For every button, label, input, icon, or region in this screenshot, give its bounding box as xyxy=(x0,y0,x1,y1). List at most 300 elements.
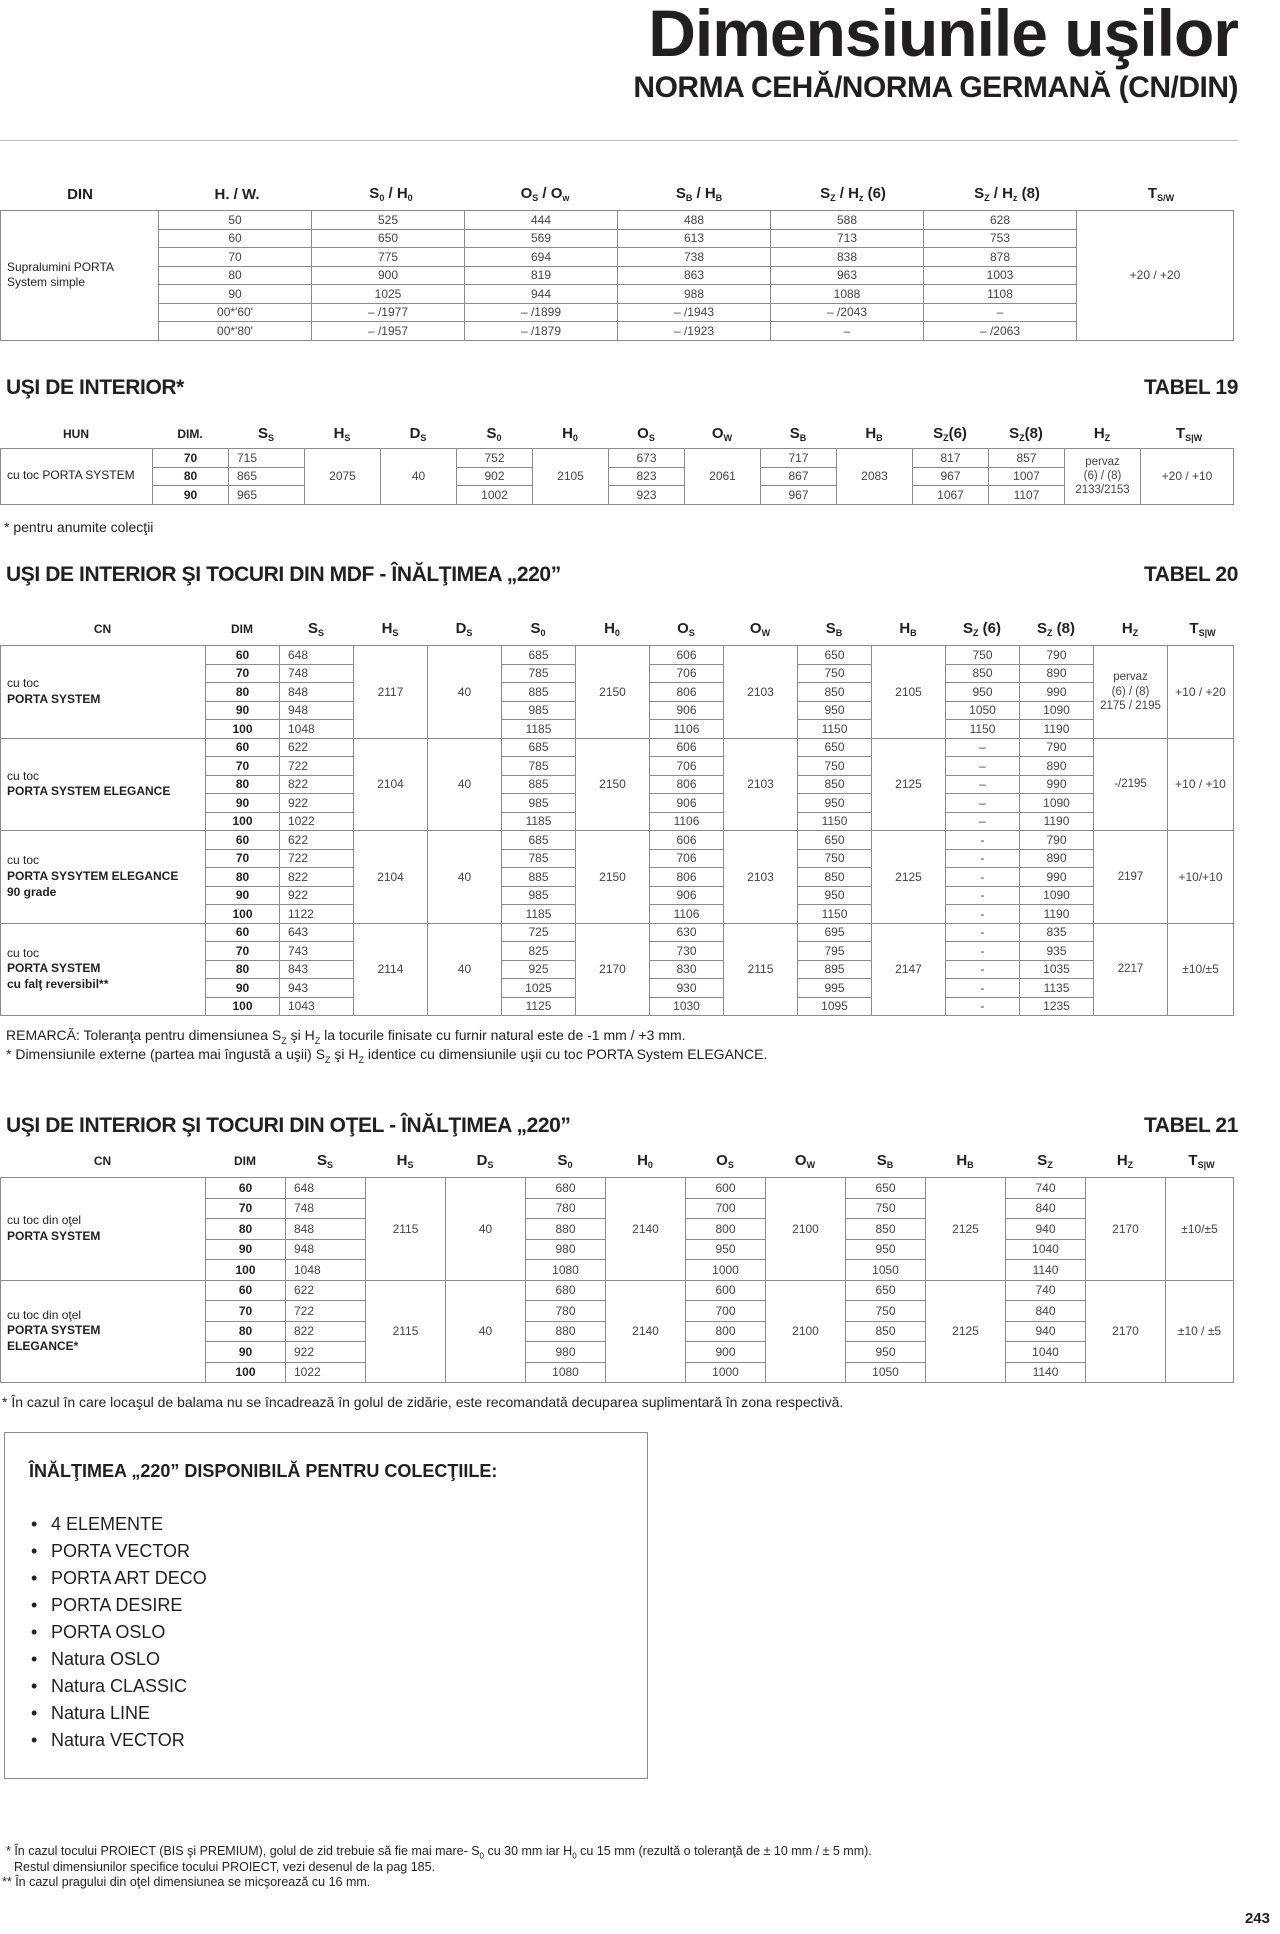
cell: - xyxy=(946,979,1020,998)
cell: 822 xyxy=(280,868,354,887)
collections-title: ÎNĂLŢIMEA „220” DISPONIBILĂ PENTRU COLECŢIILE: xyxy=(29,1461,498,1481)
cell: 648 xyxy=(280,646,354,665)
cell: 906 xyxy=(650,794,724,813)
dim-cell: 90 xyxy=(206,701,280,720)
hs-cell: 2114 xyxy=(354,923,428,1016)
dim-cell: 60 xyxy=(206,646,280,665)
cell: 750 xyxy=(946,646,1020,665)
ow-cell: 2100 xyxy=(766,1178,846,1281)
cell: 740 xyxy=(1006,1280,1086,1301)
cell: 900 xyxy=(312,266,465,285)
cell: 00*'80' xyxy=(159,322,312,341)
cell: 1150 xyxy=(798,720,872,739)
cell: 743 xyxy=(280,942,354,961)
cell: - xyxy=(946,942,1020,961)
cell: 822 xyxy=(286,1321,366,1342)
cell: 822 xyxy=(280,775,354,794)
section-title-21: UŞI DE INTERIOR ŞI TOCURI DIN OŢEL - ÎNĂLŢIMEA „220” xyxy=(6,1114,571,1137)
cell: 950 xyxy=(798,701,872,720)
cell: 650 xyxy=(798,831,872,850)
cell: 900 xyxy=(686,1342,766,1363)
cell: 830 xyxy=(650,960,724,979)
cell: 722 xyxy=(286,1301,366,1322)
cell: - xyxy=(946,886,1020,905)
cell: 1000 xyxy=(686,1260,766,1281)
tolerance-cell: +20 / +10 xyxy=(1141,449,1234,505)
cell: 1043 xyxy=(280,997,354,1016)
h0-cell: 2140 xyxy=(606,1280,686,1383)
table-row xyxy=(1,738,1234,757)
cell: 738 xyxy=(618,248,771,267)
table-row xyxy=(1,646,1234,665)
remark-external: * Dimensiunile externe (partea mai îngustă a uşii) $S_Z$ şi $H_Z$ identice cu dimensiunile uşii cu toc PORTA System ELEGANCE. xyxy=(6,1046,768,1065)
dim-cell: 90 xyxy=(206,1342,286,1363)
cell: – /2043 xyxy=(771,303,924,322)
cell: 750 xyxy=(846,1198,926,1219)
footnote-prag: ** În cazul pragului din oţel dimensiunea se micşorează cu 16 mm. xyxy=(2,1875,371,1889)
tolerance-cell: +20 / +20 xyxy=(1077,211,1234,341)
row-label: cu toc PORTA SYSTEM ELEGANCE xyxy=(1,738,206,831)
cell: 935 xyxy=(1020,942,1094,961)
ow-cell: 2100 xyxy=(766,1280,846,1383)
cell: 648 xyxy=(286,1178,366,1199)
row-label: cu toc din oţel PORTA SYSTEM xyxy=(1,1178,206,1281)
cell: 806 xyxy=(650,775,724,794)
tabel-19-label: TABEL 19 xyxy=(1143,376,1238,399)
cell: 00*'60' xyxy=(159,303,312,322)
hb-cell: 2125 xyxy=(872,738,946,831)
hs-cell: 2115 xyxy=(366,1178,446,1281)
cell: 890 xyxy=(1020,849,1094,868)
h0-cell: 2170 xyxy=(576,923,650,1016)
cell: 890 xyxy=(1020,664,1094,683)
footnote-proiect: * În cazul tocului PROIECT (BIS şi PREMIUM), golul de zid trebuie să fie mai mare- $S_0$ cu 30 mm iar $H_0$ cu 15 mm (rezultă o toleranţă de ± 10 mm / ± 5 mm). xyxy=(6,1844,872,1861)
cell: 444 xyxy=(465,211,618,230)
cell: 717 xyxy=(761,449,837,468)
dim-cell: 100 xyxy=(206,1362,286,1383)
cell: 1050 xyxy=(946,701,1020,720)
cell: – /1879 xyxy=(465,322,618,341)
table-row xyxy=(1,831,1234,850)
cell: 750 xyxy=(798,757,872,776)
cell: 806 xyxy=(650,683,724,702)
tolerance-cell: ±10/±5 xyxy=(1166,1178,1234,1281)
footnote-proiect-drawing: Restul dimensiunilor specifice tocului PROIECT, vezi desenul de la pag 185. xyxy=(14,1860,436,1874)
dim-cell: 70 xyxy=(206,1198,286,1219)
cell: 948 xyxy=(280,701,354,720)
cell: 600 xyxy=(686,1280,766,1301)
table-row xyxy=(1,923,1234,942)
section-title-20: UŞI DE INTERIOR ŞI TOCURI DIN MDF - ÎNĂLŢIMEA „220” xyxy=(6,563,561,586)
cell: 1048 xyxy=(280,720,354,739)
dim-cell: 80 xyxy=(153,467,229,486)
cell: 700 xyxy=(686,1198,766,1219)
cell: 922 xyxy=(280,886,354,905)
cell: 930 xyxy=(650,979,724,998)
cell: 569 xyxy=(465,229,618,248)
table-row xyxy=(1,285,1234,304)
cell: 948 xyxy=(286,1239,366,1260)
cell: 867 xyxy=(761,467,837,486)
cell: 965 xyxy=(229,486,305,505)
cell: 878 xyxy=(924,248,1077,267)
dim-cell: 80 xyxy=(206,1219,286,1240)
cell: 650 xyxy=(846,1178,926,1199)
cell: 1106 xyxy=(650,720,724,739)
cell: 925 xyxy=(502,960,576,979)
hz-cell: 2170 xyxy=(1086,1280,1166,1383)
hb-cell: 2125 xyxy=(872,831,946,924)
h0-cell: 2140 xyxy=(606,1178,686,1281)
cell: 695 xyxy=(798,923,872,942)
cell: 1050 xyxy=(846,1260,926,1281)
cell: 950 xyxy=(798,886,872,905)
hs-cell: 2117 xyxy=(354,646,428,739)
collection-item: • 4 ELEMENTE xyxy=(31,1511,207,1538)
cell: - xyxy=(946,997,1020,1016)
cell: 825 xyxy=(502,942,576,961)
cell: – /1957 xyxy=(312,322,465,341)
cell: 706 xyxy=(650,849,724,868)
cell: 1185 xyxy=(502,812,576,831)
cell: 823 xyxy=(609,467,685,486)
divider xyxy=(0,140,1238,141)
table-row xyxy=(1,467,1234,486)
cell: 865 xyxy=(229,467,305,486)
cell: 850 xyxy=(846,1219,926,1240)
cell: 722 xyxy=(280,849,354,868)
cell: 1090 xyxy=(1020,701,1094,720)
cell: 985 xyxy=(502,794,576,813)
col-din: DIN xyxy=(67,185,93,203)
cell: 940 xyxy=(1006,1321,1086,1342)
cell: - xyxy=(946,905,1020,924)
dim-cell: 70 xyxy=(206,757,280,776)
cell: 673 xyxy=(609,449,685,468)
cell: – xyxy=(946,775,1020,794)
ds-cell: 40 xyxy=(446,1178,526,1281)
cell: 1090 xyxy=(1020,886,1094,905)
cell: 722 xyxy=(280,757,354,776)
cell: 1140 xyxy=(1006,1362,1086,1383)
cell: 622 xyxy=(286,1280,366,1301)
dim-cell: 90 xyxy=(206,886,280,905)
cell: 817 xyxy=(913,449,989,468)
hb-cell: 2083 xyxy=(837,449,913,505)
dim-cell: 80 xyxy=(206,775,280,794)
tolerance-cell: ±10 / ±5 xyxy=(1166,1280,1234,1383)
table-din-header: DIN H. / W. $S_0 / H_0$ $O_S / O_w$ $S_B / H_B$ $S_Z / H_z$ (6) $S_Z / H_z$ (8) $T_{S/W}$ xyxy=(67,184,1175,203)
cell: 980 xyxy=(526,1342,606,1363)
ow-cell: 2103 xyxy=(724,831,798,924)
tolerance-cell: +10 / +10 xyxy=(1168,738,1234,831)
cell: 650 xyxy=(846,1280,926,1301)
cell: 622 xyxy=(280,738,354,757)
ds-cell: 40 xyxy=(428,831,502,924)
dim-cell: 60 xyxy=(206,738,280,757)
cell: 963 xyxy=(771,266,924,285)
cell: 880 xyxy=(526,1219,606,1240)
cell: 1007 xyxy=(989,467,1065,486)
cell: 819 xyxy=(465,266,618,285)
collection-item: • Natura VECTOR xyxy=(31,1727,207,1754)
cell: 750 xyxy=(798,664,872,683)
cell: 752 xyxy=(457,449,533,468)
dim-cell: 90 xyxy=(206,1239,286,1260)
cell: 700 xyxy=(686,1301,766,1322)
cell: 800 xyxy=(686,1321,766,1342)
dim-cell: 80 xyxy=(206,868,280,887)
cell: 1106 xyxy=(650,905,724,924)
cell: 775 xyxy=(312,248,465,267)
table-row xyxy=(1,1280,1234,1301)
cell: 1095 xyxy=(798,997,872,1016)
cell: 1002 xyxy=(457,486,533,505)
cell: 988 xyxy=(618,285,771,304)
cell: 790 xyxy=(1020,646,1094,665)
cell: – xyxy=(771,322,924,341)
hz-cell: pervaz (6) / (8) 2175 / 2195 xyxy=(1094,646,1168,739)
ds-cell: 40 xyxy=(428,738,502,831)
cell: 800 xyxy=(686,1219,766,1240)
cell: 1003 xyxy=(924,266,1077,285)
cell: 1108 xyxy=(924,285,1077,304)
cell: 715 xyxy=(229,449,305,468)
cell: 685 xyxy=(502,738,576,757)
cell: 680 xyxy=(526,1280,606,1301)
hs-cell: 2104 xyxy=(354,831,428,924)
cell: 1035 xyxy=(1020,960,1094,979)
cell: 985 xyxy=(502,886,576,905)
cell: 606 xyxy=(650,738,724,757)
cell: 885 xyxy=(502,775,576,794)
cell: 848 xyxy=(286,1219,366,1240)
cell: 785 xyxy=(502,757,576,776)
cell: 685 xyxy=(502,831,576,850)
cell: 1048 xyxy=(286,1260,366,1281)
hb-cell: 2125 xyxy=(926,1178,1006,1281)
cell: – xyxy=(946,738,1020,757)
cell: 588 xyxy=(771,211,924,230)
cell: 600 xyxy=(686,1178,766,1199)
dim-cell: 80 xyxy=(206,960,280,979)
hb-cell: 2105 xyxy=(872,646,946,739)
row-label: cu toc PORTA SYSTEM xyxy=(1,646,206,739)
table-20-header: CN DIM $S_S$ $H_S$ $D_S$ $S_0$ $H_0$ $O_S$ $O_W$ $S_B$ $H_B$ $S_Z$ (6) $S_Z$ (8) $H_Z$ $T_{S|W}$ xyxy=(93,619,1216,638)
cell: 730 xyxy=(650,942,724,961)
cell: 990 xyxy=(1020,683,1094,702)
hs-cell: 2075 xyxy=(305,449,381,505)
cell: 1190 xyxy=(1020,905,1094,924)
dim-cell: 70 xyxy=(206,849,280,868)
dim-cell: 70 xyxy=(206,664,280,683)
table-row xyxy=(1,211,1234,230)
cell: 967 xyxy=(761,486,837,505)
cell: 706 xyxy=(650,757,724,776)
cell: 90 xyxy=(159,285,312,304)
cell: 850 xyxy=(798,775,872,794)
note-21: * În cazul în care locaşul de balama nu se încadrează în golul de zidărie, este recomandată decuparea suplimentară în zona respectivă. xyxy=(2,1394,844,1410)
ds-cell: 40 xyxy=(446,1280,526,1383)
dim-cell: 100 xyxy=(206,905,280,924)
page-subtitle: NORMA CEHĂ/NORMA GERMANĂ (CN/DIN) xyxy=(633,71,1238,104)
cell: 488 xyxy=(618,211,771,230)
collections-list xyxy=(31,1511,207,1754)
cell: 1022 xyxy=(286,1362,366,1383)
cell: 525 xyxy=(312,211,465,230)
row-label: Supralumini PORTA System simple xyxy=(1,211,159,341)
cell: – /1943 xyxy=(618,303,771,322)
h0-cell: 2150 xyxy=(576,831,650,924)
cell: 740 xyxy=(1006,1178,1086,1199)
cell: 843 xyxy=(280,960,354,979)
cell: 1135 xyxy=(1020,979,1094,998)
collection-item: • Natura CLASSIC xyxy=(31,1673,207,1700)
cell: 1122 xyxy=(280,905,354,924)
cell: 606 xyxy=(650,646,724,665)
collections-box xyxy=(4,1432,648,1779)
row-label: cu toc PORTA SYSYTEM ELEGANCE 90 grade xyxy=(1,831,206,924)
h0-cell: 2105 xyxy=(533,449,609,505)
cell: 1150 xyxy=(798,812,872,831)
ds-cell: 40 xyxy=(428,646,502,739)
table-20 xyxy=(0,645,1234,1016)
cell: 923 xyxy=(609,486,685,505)
cell: 885 xyxy=(502,868,576,887)
dim-cell: 100 xyxy=(206,1260,286,1281)
tolerance-cell: +10 / +20 xyxy=(1168,646,1234,739)
cell: 922 xyxy=(286,1342,366,1363)
cell: 748 xyxy=(280,664,354,683)
cell: 630 xyxy=(650,923,724,942)
cell: 790 xyxy=(1020,831,1094,850)
cell: 895 xyxy=(798,960,872,979)
dim-cell: 90 xyxy=(153,486,229,505)
cell: 706 xyxy=(650,664,724,683)
col-hw: H. / W. xyxy=(214,185,260,203)
hz-cell: 2197 xyxy=(1094,831,1168,924)
dim-cell: 70 xyxy=(206,1301,286,1322)
cell: - xyxy=(946,849,1020,868)
cell: – /1977 xyxy=(312,303,465,322)
cell: 1106 xyxy=(650,812,724,831)
dim-cell: 70 xyxy=(153,449,229,468)
table-row xyxy=(1,322,1234,341)
cell: 850 xyxy=(798,868,872,887)
cell: 750 xyxy=(798,849,872,868)
row-label: cu toc PORTA SYSTEM cu falţ reversibil** xyxy=(1,923,206,1016)
cell: 990 xyxy=(1020,868,1094,887)
cell: 806 xyxy=(650,868,724,887)
table-21 xyxy=(0,1177,1234,1383)
cell: 1040 xyxy=(1006,1342,1086,1363)
cell: - xyxy=(946,923,1020,942)
section-title-19: UŞI DE INTERIOR* xyxy=(6,376,184,399)
cell: 80 xyxy=(159,266,312,285)
cell: 70 xyxy=(159,248,312,267)
cell: 906 xyxy=(650,886,724,905)
cell: 1080 xyxy=(526,1362,606,1383)
cell: 967 xyxy=(913,467,989,486)
hz-cell: -/2195 xyxy=(1094,738,1168,831)
cell: 950 xyxy=(798,794,872,813)
cell: 990 xyxy=(1020,775,1094,794)
cell: 780 xyxy=(526,1198,606,1219)
ds-cell: 40 xyxy=(381,449,457,505)
cell: 650 xyxy=(798,646,872,665)
table-row xyxy=(1,229,1234,248)
cell: 850 xyxy=(798,683,872,702)
cell: - xyxy=(946,960,1020,979)
cell: 980 xyxy=(526,1239,606,1260)
cell: 1000 xyxy=(686,1362,766,1383)
hz-cell: pervaz (6) / (8) 2133/2153 xyxy=(1065,449,1141,505)
cell: 650 xyxy=(312,229,465,248)
page-title: Dimensiunile uşilor xyxy=(648,0,1238,70)
cell: – /1899 xyxy=(465,303,618,322)
table-row xyxy=(1,1178,1234,1199)
cell: 606 xyxy=(650,831,724,850)
collection-item: • PORTA OSLO xyxy=(31,1619,207,1646)
cell: 1030 xyxy=(650,997,724,1016)
cell: 940 xyxy=(1006,1219,1086,1240)
collection-item: • PORTA ART DECO xyxy=(31,1565,207,1592)
cell: 785 xyxy=(502,849,576,868)
ow-cell: 2061 xyxy=(685,449,761,505)
cell: 680 xyxy=(526,1178,606,1199)
cell: - xyxy=(946,831,1020,850)
cell: 50 xyxy=(159,211,312,230)
dim-cell: 60 xyxy=(206,831,280,850)
cell: 753 xyxy=(924,229,1077,248)
table-row xyxy=(1,248,1234,267)
cell: 1040 xyxy=(1006,1239,1086,1260)
tolerance-cell: ±10/±5 xyxy=(1168,923,1234,1016)
cell: 1025 xyxy=(502,979,576,998)
dim-cell: 100 xyxy=(206,720,280,739)
tabel-21-label: TABEL 21 xyxy=(1143,1114,1238,1137)
row-label: cu toc PORTA SYSTEM xyxy=(1,449,153,505)
cell: 1050 xyxy=(846,1362,926,1383)
cell: 985 xyxy=(502,701,576,720)
dim-cell: 100 xyxy=(206,997,280,1016)
dim-cell: 60 xyxy=(206,1280,286,1301)
cell: 950 xyxy=(686,1239,766,1260)
cell: 685 xyxy=(502,646,576,665)
cell: 1067 xyxy=(913,486,989,505)
table-din xyxy=(0,210,1234,341)
cell: 944 xyxy=(465,285,618,304)
cell: 1190 xyxy=(1020,812,1094,831)
cell: 922 xyxy=(280,794,354,813)
cell: 1235 xyxy=(1020,997,1094,1016)
ow-cell: 2103 xyxy=(724,646,798,739)
table-row xyxy=(1,266,1234,285)
cell: 906 xyxy=(650,701,724,720)
cell: 943 xyxy=(280,979,354,998)
cell: 890 xyxy=(1020,757,1094,776)
cell: 880 xyxy=(526,1321,606,1342)
collection-item: • Natura LINE xyxy=(31,1700,207,1727)
cell: 835 xyxy=(1020,923,1094,942)
cell: 60 xyxy=(159,229,312,248)
cell: 950 xyxy=(846,1342,926,1363)
cell: 1022 xyxy=(280,812,354,831)
cell: 725 xyxy=(502,923,576,942)
table-21-header: CN DIM $S_S$ $H_S$ $D_S$ $S_0$ $H_0$ $O_S$ $O_W$ $S_B$ $H_B$ $S_Z$ $H_Z$ $T_{S|W}$ xyxy=(93,1151,1215,1170)
collection-item: • Natura OSLO xyxy=(31,1646,207,1673)
cell: 850 xyxy=(846,1321,926,1342)
